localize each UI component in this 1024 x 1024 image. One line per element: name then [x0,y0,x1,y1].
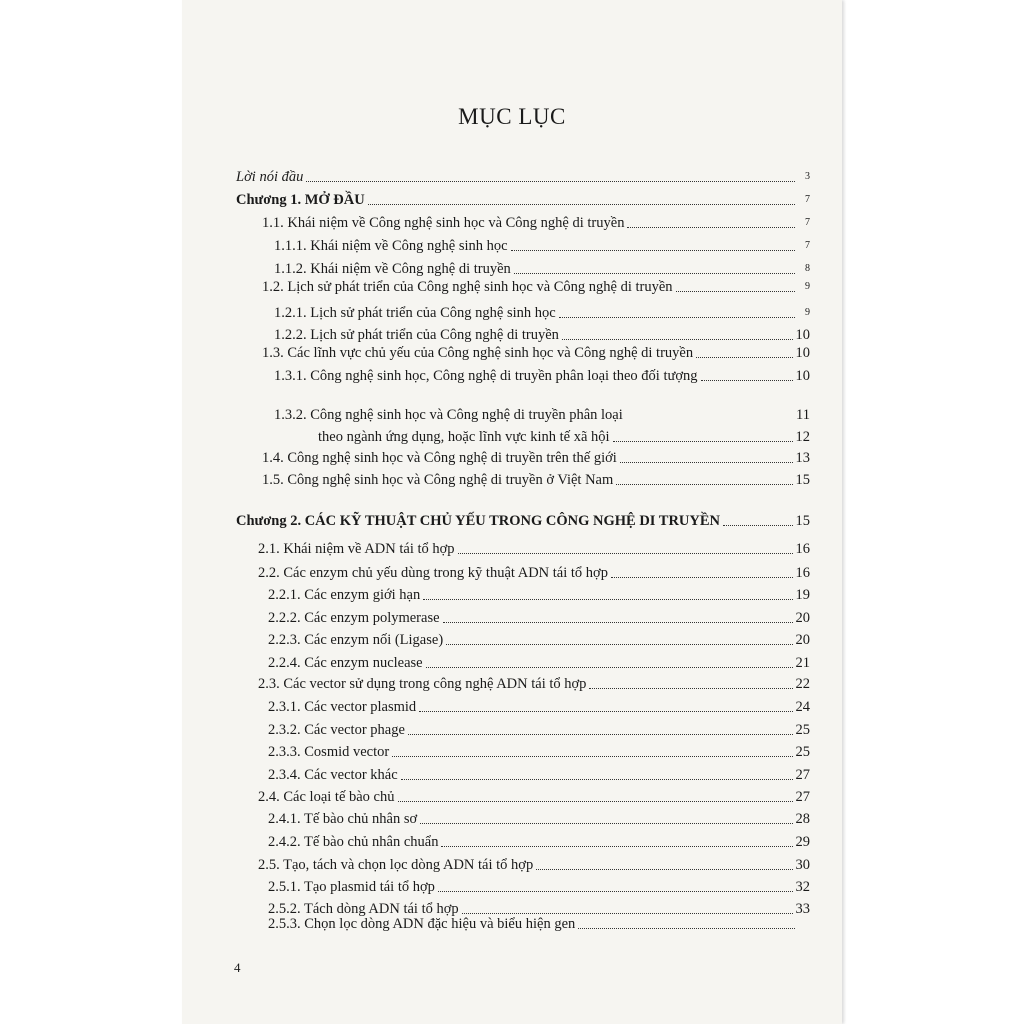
toc-page-number: 3 [805,171,810,182]
toc-entry-2-3-4 [268,764,810,784]
leader-dots [613,441,793,442]
toc-entry-text: 2.2.2. Các enzym polymerase [268,610,440,626]
toc-page-number: 10 [795,345,810,361]
toc-entry-preface [236,166,810,186]
toc-entry-1-1-1 [274,235,810,255]
toc-entry-text: 1.2.2. Lịch sử phát triển của Công nghệ di truyền [274,327,559,343]
toc-page-number: 28 [795,811,810,827]
toc-entry-2-3-2 [268,719,810,739]
leader-dots [536,869,792,870]
toc-entry-text: 2.2.1. Các enzym giới hạn [268,587,421,603]
leader-dots [368,204,795,205]
toc-entry-text: 1.3.1. Công nghệ sinh học, Công nghệ di truyền phân loại theo đối tượng [274,368,698,384]
toc-entry-text: 1.1.2. Khái niệm về Công nghệ di truyền [274,261,511,277]
table-of-contents [182,0,842,1024]
leader-dots [696,357,792,358]
leader-dots [676,291,795,292]
toc-entry-text: 2.3. Các vector sử dụng trong công nghệ ADN tái tổ hợp [258,676,587,692]
toc-page-number: 24 [795,699,810,715]
toc-page-number: 20 [795,632,810,648]
toc-entry-text: Chương 1. MỞ ĐẦU [236,192,365,208]
page-title: MỤC LỤC [458,104,566,129]
toc-entry-text: 2.2.3. Các enzym nối (Ligase) [268,632,444,648]
toc-entry-text: 1.1. Khái niệm về Công nghệ sinh học và Công nghệ di truyền [262,215,625,231]
toc-page-number: 21 [795,655,810,671]
page-number: 4 [234,960,241,975]
toc-entry-2-3-3 [268,741,810,761]
leader-dots [701,380,793,381]
leader-dots [419,711,792,712]
toc-entry-text: 2.2. Các enzym chủ yếu dùng trong kỹ thuật ADN tái tổ hợp [258,565,608,581]
toc-entry-text: Lời nói đầu [236,169,304,185]
toc-entry-2-2-3 [268,629,810,649]
toc-entry-text: 1.2.1. Lịch sử phát triển của Công nghệ sinh học [274,305,556,321]
toc-entry-text: theo ngành ứng dụng, hoặc lĩnh vực kinh tế xã hội [318,429,610,445]
leader-dots [616,484,792,485]
toc-page-number: 9 [805,307,810,318]
toc-entry-text: 2.5.1. Tạo plasmid tái tổ hợp [268,879,435,895]
toc-page-number: 12 [795,429,810,445]
leader-dots [446,644,792,645]
toc-page-number: 29 [795,834,810,850]
toc-page-number: 25 [795,722,810,738]
leader-dots [392,756,792,757]
toc-entry-1-2-2 [274,324,810,344]
toc-entry-1-3-2-continuation [318,426,810,446]
toc-entry-text: 1.2. Lịch sử phát triển của Công nghệ sinh học và Công nghệ di truyền [262,279,673,295]
toc-page-number: 20 [795,610,810,626]
toc-entry-2-4-1 [268,808,810,828]
toc-entry-1-1-2 [274,258,810,278]
toc-page-number: 7 [805,217,810,228]
leader-dots [443,622,793,623]
toc-entry-2-4-2 [268,831,810,851]
toc-entry-2-2-1 [268,584,810,604]
leader-dots [420,823,792,824]
toc-entry-text: 2.3.1. Các vector plasmid [268,699,417,715]
toc-page-number: 27 [795,767,810,783]
toc-page-number: 15 [795,513,810,529]
toc-entry-1-3-1 [274,365,810,385]
leader-dots [441,846,792,847]
toc-page-number: 30 [795,857,810,873]
leader-dots [401,779,793,780]
toc-page-number: 16 [795,541,810,557]
leader-dots [578,928,795,929]
leader-dots [426,667,793,668]
leader-dots [408,734,793,735]
leader-dots [423,599,792,600]
toc-entry-2-3-1 [268,696,810,716]
leader-dots [306,181,795,182]
toc-entry-text: 2.3.4. Các vector khác [268,767,398,783]
toc-entry-text: 2.1. Khái niệm về ADN tái tổ hợp [258,541,455,557]
toc-page-number: 10 [795,368,810,384]
toc-entry-text: 2.4.1. Tế bào chủ nhân sơ [268,811,418,827]
toc-page-number: 8 [805,263,810,274]
toc-entry-text: 2.5. Tạo, tách và chọn lọc dòng ADN tái tổ hợp [258,857,534,873]
toc-page-number: 19 [795,587,810,603]
toc-entry-2-2 [258,562,810,582]
book-page [182,0,842,1024]
toc-entry-1-4 [262,447,810,467]
toc-entry-1-3 [262,342,810,362]
toc-page-number: 25 [795,744,810,760]
leader-dots [458,553,793,554]
toc-entry-chapter-2 [236,510,810,530]
leader-dots [620,462,793,463]
leader-dots [514,273,795,274]
toc-page-number: 9 [805,281,810,292]
toc-page-number: 32 [795,879,810,895]
toc-entry-2-2-4 [268,652,810,672]
toc-entry-text: 1.3. Các lĩnh vực chủ yếu của Công nghệ sinh học và Công nghệ di truyền [262,345,694,361]
toc-entry-text: 1.4. Công nghệ sinh học và Công nghệ di truyền trên thế giới [262,450,617,466]
leader-dots [627,227,795,228]
toc-page-number: 33 [795,901,810,917]
toc-entry-2-5 [258,854,810,874]
leader-dots [398,801,793,802]
toc-entry-2-5-3 [268,913,810,933]
leader-dots [438,891,793,892]
toc-entry-2-3 [258,673,810,693]
toc-page-number: 10 [795,327,810,343]
toc-page-number: 27 [795,789,810,805]
toc-page-number: 15 [795,472,810,488]
toc-page-number: 22 [795,676,810,692]
toc-page-number: 11 [796,407,810,423]
toc-entry-text: Chương 2. CÁC KỸ THUẬT CHỦ YẾU TRONG CÔNG NGHỆ DI TRUYỀN [236,513,721,529]
leader-dots [723,525,792,526]
toc-page-number: 13 [795,450,810,466]
toc-page-number: 7 [805,240,810,251]
toc-entry-2-1 [258,538,810,558]
toc-entry-1-1 [262,212,810,232]
toc-entry-1-2-1 [274,302,810,322]
leader-dots [562,339,793,340]
toc-entry-text: 1.1.1. Khái niệm về Công nghệ sinh học [274,238,508,254]
toc-entry-2-5-1 [268,876,810,896]
toc-entry-1-5 [262,469,810,489]
leader-dots [611,577,793,578]
toc-page-number: 16 [795,565,810,581]
toc-entry-text: 2.2.4. Các enzym nuclease [268,655,423,671]
toc-entry-text: 2.5.3. Chọn lọc dòng ADN đặc hiệu và biểu hiện gen [268,916,576,932]
toc-entry-chapter-1 [236,189,810,209]
leader-dots [589,688,792,689]
toc-entry-1-2 [262,276,810,296]
toc-entry-text: 2.5.2. Tách dòng ADN tái tổ hợp [268,901,459,917]
leader-dots [511,250,795,251]
toc-entry-text: 2.3.3. Cosmid vector [268,744,390,760]
toc-entry-2-2-2 [268,607,810,627]
toc-entry-text: 1.3.2. Công nghệ sinh học và Công nghệ di truyền phân loại [274,407,623,423]
toc-entry-text: 2.3.2. Các vector phage [268,722,405,738]
leader-dots [559,317,795,318]
toc-page-number: 7 [805,194,810,205]
toc-entry-text: 2.4. Các loại tế bào chủ [258,789,395,805]
toc-entry-text: 2.4.2. Tế bào chủ nhân chuẩn [268,834,439,850]
toc-entry-1-3-2 [274,404,810,424]
toc-entry-2-4 [258,786,810,806]
toc-entry-text: 1.5. Công nghệ sinh học và Công nghệ di truyền ở Việt Nam [262,472,614,488]
